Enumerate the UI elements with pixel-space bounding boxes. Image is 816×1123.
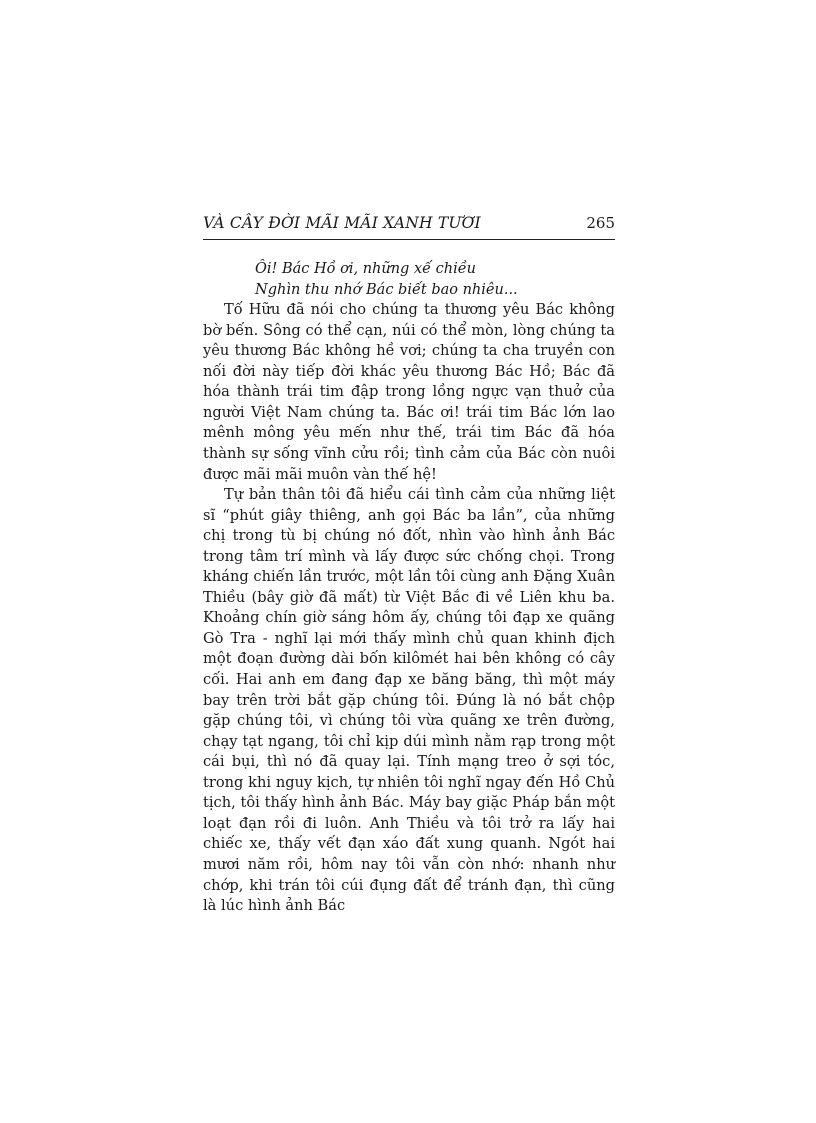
verse-line: Nghìn thu nhớ Bác biết bao nhiêu... [255,281,518,298]
paragraph: Tự bản thân tôi đã hiểu cái tình cảm của những liệt sĩ “phút giây thiêng, anh gọi Bác ba lần”, của những chị trong tù bị chúng nó đốt, nhìn vào hình ảnh Bác trong tâm trí mình và lấy được sức chống chọi. Trong kháng chiến lần trước, một lần tôi cùng anh Đặng Xuân Thiều (bây giờ đã mất) từ Việt Bắc đi về Liên khu ba. Khoảng chín giờ sáng hôm ấy, chúng tôi đạp xe quãng Gò Tra - nghĩ lại mới thấy mình chủ quan khinh địch một đoạn đường dài bốn kilômét hai bên không có cây cối. Hai anh em đang đạp xe băng băng, thì một máy bay trên trời bắt gặp chúng tôi. Đúng là nó bắt chộp gặp chúng tôi, vì chúng tôi vừa quãng xe trên đường, chạy tạt ngang, tôi chỉ kịp dúi mình nằm rạp trong một cái bụi, thì nó đã quay lại. Tính mạng treo ở sợi tóc, trong khi nguy kịch, tự nhiên tôi nghĩ ngay đến Hồ Chủ tịch, tôi thấy hình ảnh Bác. Máy bay giặc Pháp bắn một loạt đạn rồi đi luôn. Anh Thiều và tôi trở ra lấy hai chiếc xe, thấy vết đạn xáo đất xung quanh. Ngót hai mươi năm rồi, hôm nay tôi vẫn còn nhớ: nhanh như chớp, khi trán tôi cúi đụng đất để tránh đạn, thì cũng là lúc hình ảnh Bác [203,486,615,915]
verse-quote [203,259,615,300]
paragraph: Tố Hữu đã nói cho chúng ta thương yêu Bác không bờ bến. Sông có thể cạn, núi có thể mòn, lòng chúng ta yêu thương Bác không hề vơi; chúng ta cha truyền con nối đời này tiếp đời khác yêu thương Bác Hồ; Bác đã hóa thành trái tim đập trong lồng ngực vạn thuở của người Việt Nam chúng ta. Bác ơi! trái tim Bác lớn lao mênh mông yêu mến như thế, trái tim Bác đã hóa thành sự sống vĩnh cửu rồi; tình cảm của Bác còn nuôi được mãi mãi muôn vàn thế hệ! [203,301,615,483]
page-number: 265 [586,214,615,232]
running-title: VÀ CÂY ĐỜI MÃI MÃI XANH TƯƠI [203,214,481,232]
verse-line: Ôi! Bác Hồ ơi, những xế chiều [255,261,477,277]
body-text [203,300,615,916]
book-page [203,214,615,917]
running-header [203,214,615,240]
